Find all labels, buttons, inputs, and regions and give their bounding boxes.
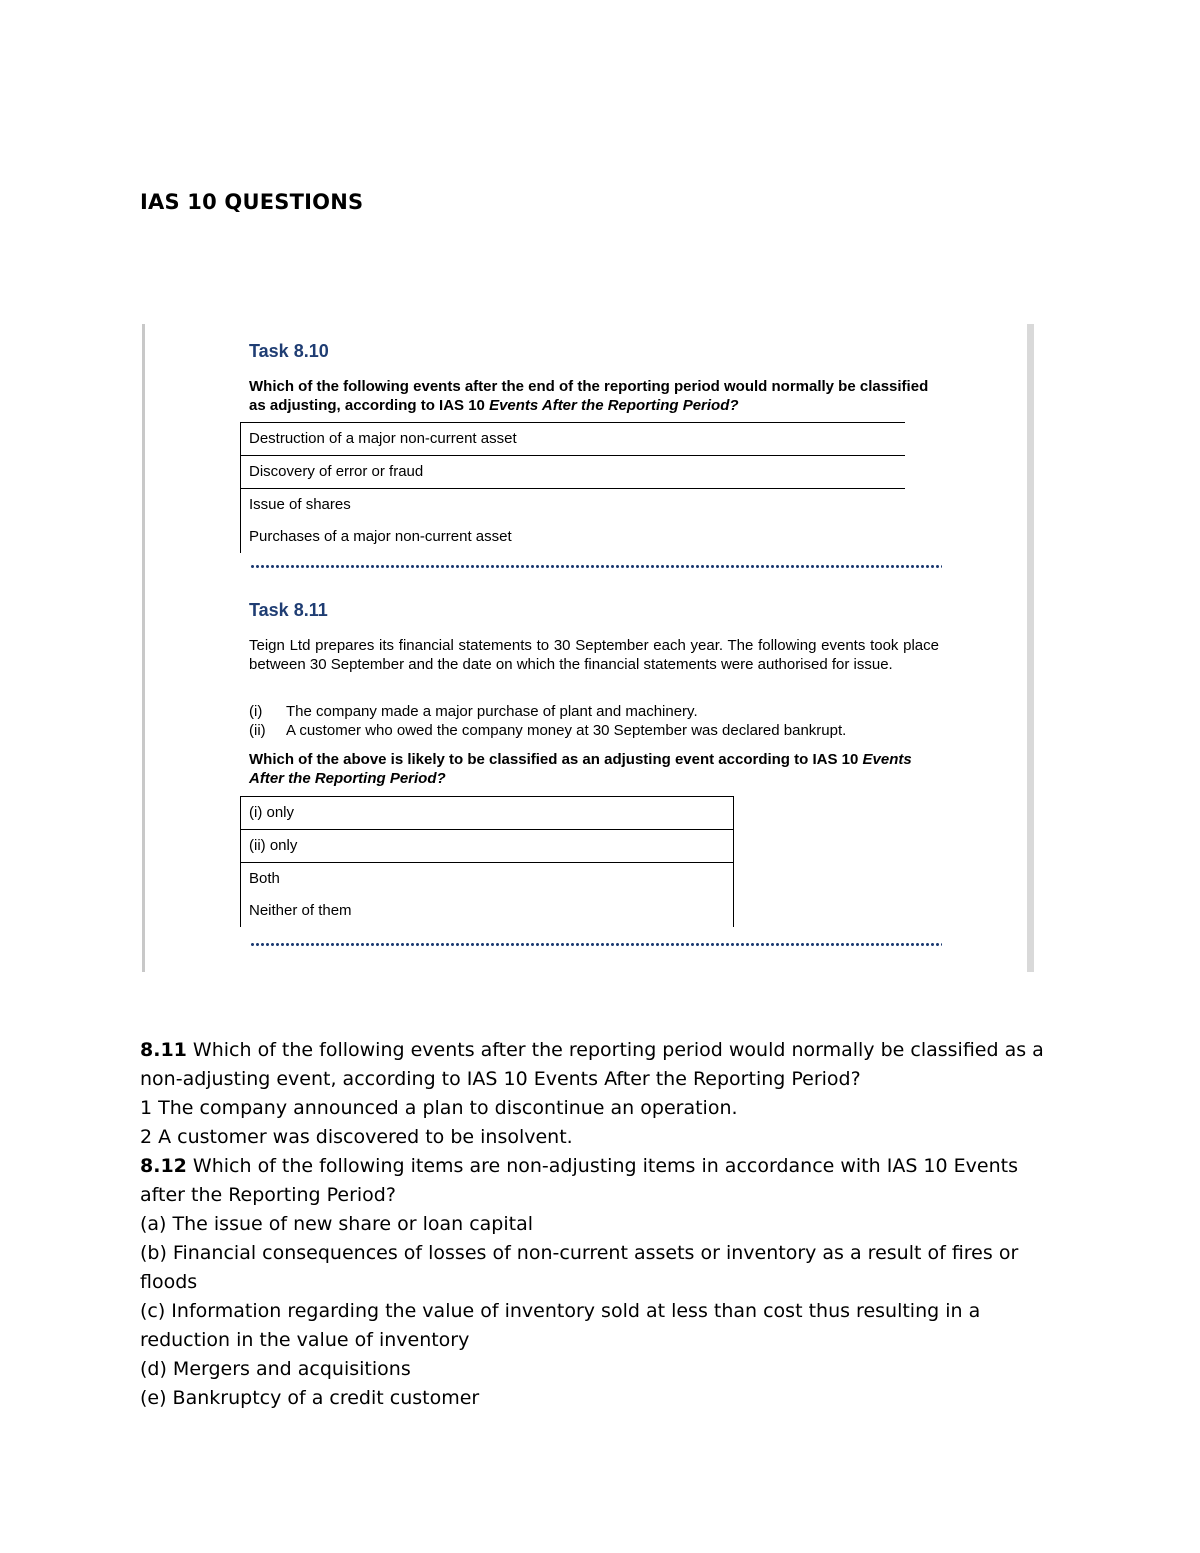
- question-line: after the Reporting Period?: [140, 1184, 396, 1206]
- dotted-separator: [250, 942, 942, 947]
- option-text: Issue of shares: [249, 496, 351, 513]
- event-number: (ii): [249, 722, 266, 739]
- question-item: (a) The issue of new share or loan capital: [140, 1213, 534, 1235]
- task-811-intro: Teign Ltd prepares its financial statements to 30 September each year. The following events took place between 30 September and the date on which the financial statements were authorised for issue.: [249, 637, 939, 673]
- excerpt-left-edge: [142, 324, 145, 972]
- textbook-excerpt: [142, 324, 1034, 972]
- event-text: The company made a major purchase of plant and machinery.: [286, 703, 698, 720]
- question-line: non-adjusting event, according to IAS 10 Events After the Reporting Period?: [140, 1068, 861, 1090]
- option-text: Purchases of a major non-current asset: [249, 528, 512, 545]
- option-row[interactable]: [241, 796, 734, 830]
- option-row[interactable]: [241, 489, 905, 521]
- option-text: Neither of them: [249, 902, 352, 919]
- event-text: A customer who owed the company money at 30 September was declared bankrupt.: [286, 722, 847, 739]
- option-row[interactable]: [241, 863, 734, 895]
- task-810-options: [240, 422, 905, 553]
- event-item: [249, 702, 846, 721]
- question-item: (d) Mergers and acquisitions: [140, 1358, 411, 1380]
- question-item: reduction in the value of inventory: [140, 1329, 470, 1351]
- option-row[interactable]: [241, 422, 905, 456]
- question-number: 8.12: [140, 1155, 187, 1177]
- option-row[interactable]: [241, 456, 905, 489]
- task-810-heading: Task 8.10: [249, 341, 329, 361]
- question-line: 8.12 Which of the following items are non-adjusting items in accordance with IAS 10 Events: [140, 1155, 1018, 1177]
- option-text: Destruction of a major non-current asset: [249, 430, 517, 447]
- option-text: Both: [249, 870, 280, 887]
- typed-questions: [140, 1036, 1060, 1413]
- page-title: IAS 10 QUESTIONS: [140, 190, 364, 214]
- question-item: floods: [140, 1271, 198, 1293]
- task-811-options: [240, 796, 734, 927]
- option-text: (i) only: [249, 804, 295, 821]
- question-item: 1 The company announced a plan to discontinue an operation.: [140, 1097, 738, 1119]
- question-number: 8.11: [140, 1039, 187, 1061]
- event-number: (i): [249, 703, 263, 720]
- task-810-question: Which of the following events after the end of the reporting period would normally be classified as adjusting, according to IAS 10 Events After the Reporting Period?: [249, 378, 929, 414]
- question-item: (e) Bankruptcy of a credit customer: [140, 1387, 480, 1409]
- task-811-events: [249, 702, 846, 740]
- excerpt-right-edge: [1027, 324, 1034, 972]
- question-item: (b) Financial consequences of losses of non-current assets or inventory as a result of fires or: [140, 1242, 1019, 1264]
- option-text: Discovery of error or fraud: [249, 463, 424, 480]
- dotted-separator: [250, 564, 942, 569]
- task-811-heading: Task 8.11: [249, 600, 328, 620]
- task-811-question: Which of the above is likely to be classified as an adjusting event according to IAS 10 Events After the Reporting Period?: [249, 751, 912, 787]
- option-row[interactable]: [241, 830, 734, 863]
- question-item: (c) Information regarding the value of inventory sold at less than cost thus resulting in a: [140, 1300, 981, 1322]
- option-row[interactable]: [241, 521, 905, 553]
- option-row[interactable]: [241, 895, 734, 927]
- question-item: 2 A customer was discovered to be insolvent.: [140, 1126, 573, 1148]
- event-item: [249, 721, 846, 740]
- question-line: 8.11 Which of the following events after the reporting period would normally be classified as a: [140, 1039, 1044, 1061]
- option-text: (ii) only: [249, 837, 298, 854]
